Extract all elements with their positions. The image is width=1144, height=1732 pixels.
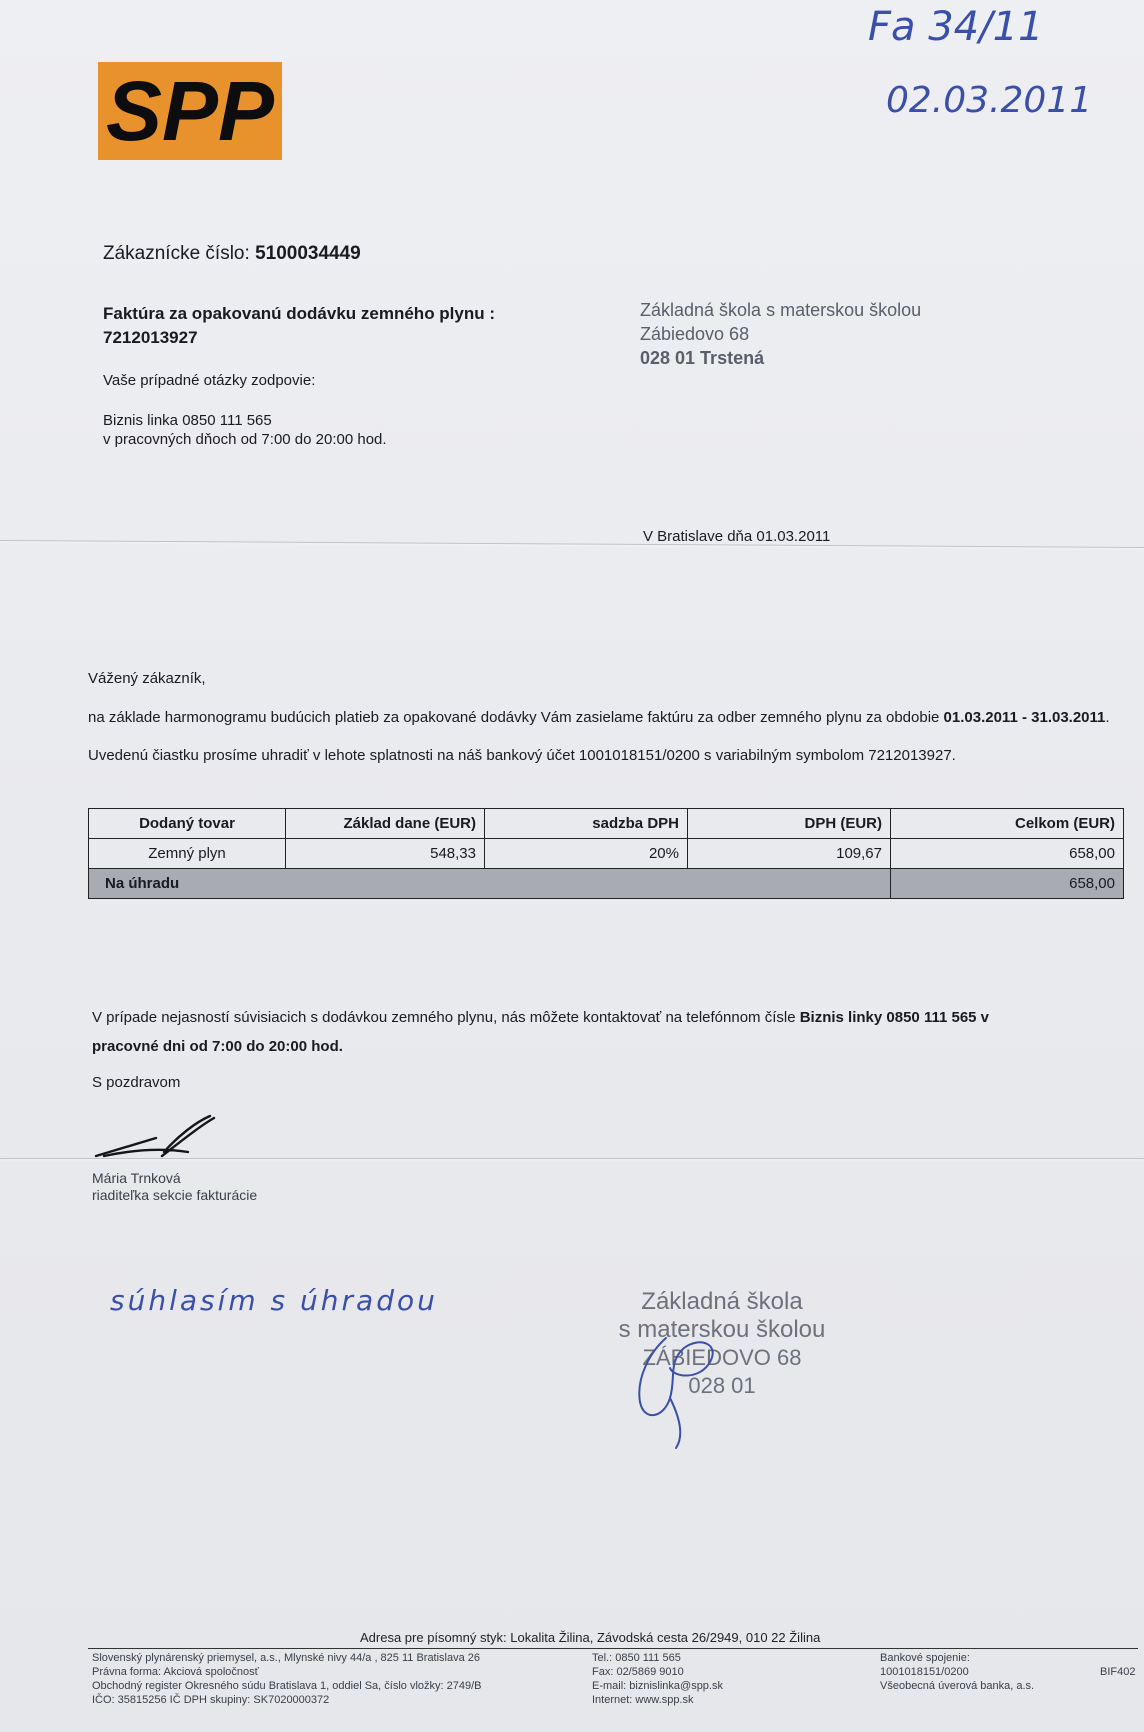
footer-bank-account: 1001018151/0200 bbox=[880, 1666, 969, 1678]
handwritten-invoice-ref: Fa 34/11 bbox=[868, 4, 1044, 50]
contact-block bbox=[103, 411, 387, 449]
period-start: 01.03.2011 - bbox=[943, 709, 1027, 726]
table-cell: Zemný plyn bbox=[89, 839, 286, 869]
period-end: 31.03.2011 bbox=[1031, 709, 1106, 726]
header-cell: sadzba DPH bbox=[485, 809, 688, 839]
footer-company bbox=[92, 1651, 482, 1707]
header-cell: Dodaný tovar bbox=[89, 809, 286, 839]
table-header-row bbox=[89, 809, 1124, 839]
footer-company-line: IČO: 35815256 IČ DPH skupiny: SK7020000372 bbox=[92, 1694, 330, 1706]
footer-company-line: Právna forma: Akciová spoločnosť bbox=[92, 1666, 259, 1678]
footer-company-line: Slovenský plynárenský priemysel, a.s., Mlynské nivy 44/a , 825 11 Bratislava 26 bbox=[92, 1652, 481, 1664]
paper-fold-top bbox=[0, 540, 1144, 548]
footer-fax: Fax: 02/5869 9010 bbox=[592, 1666, 684, 1678]
footer-address: Adresa pre písomný styk: Lokalita Žilina, Závodská cesta 26/2949, 010 22 Žilina bbox=[360, 1630, 821, 1645]
place-date: V Bratislave dňa 01.03.2011 bbox=[643, 528, 831, 545]
footer-email: E-mail: biznislinka@spp.sk bbox=[592, 1680, 723, 1692]
header-cell: Celkom (EUR) bbox=[891, 809, 1124, 839]
recipient-city: 028 01 Trstená bbox=[640, 348, 765, 368]
stamp-line-1: Základná škola bbox=[641, 1288, 803, 1315]
stamp-signature bbox=[620, 1318, 730, 1452]
contact-phone-line: Biznis linka 0850 111 565 bbox=[103, 412, 272, 429]
recipient-street: Zábiedovo 68 bbox=[640, 324, 750, 344]
regards: S pozdravom bbox=[92, 1074, 181, 1091]
stamp-line-4: 028 01 bbox=[688, 1373, 756, 1398]
invoice-title-block bbox=[103, 302, 495, 350]
spp-logo-text: SPP bbox=[105, 64, 275, 158]
closing-text: V prípade nejasností súvisiacich s dodávkou zemného plynu, nás môžete kontaktovať na telefónnom čísle bbox=[92, 1009, 796, 1026]
recipient-name: Základná škola s materskou školou bbox=[640, 300, 922, 320]
letter-p1-end: . bbox=[1105, 709, 1110, 726]
table-cell: 20% bbox=[485, 839, 688, 869]
footer-bank-name: Všeobecná úverová banka, a.s. bbox=[880, 1680, 1035, 1692]
letter-paragraph-1 bbox=[88, 709, 1128, 727]
contact-hours-line: v pracovných dňoch od 7:00 do 20:00 hod. bbox=[103, 431, 387, 448]
header-cell: DPH (EUR) bbox=[688, 809, 891, 839]
handwritten-approval: súhlasím s úhradou bbox=[110, 1284, 438, 1317]
closing-paragraph bbox=[92, 1003, 1132, 1061]
invoice-number: 7212013927 bbox=[103, 328, 198, 347]
footer-phone: Tel.: 0850 111 565 bbox=[592, 1652, 681, 1664]
closing-days: pracovné dni bbox=[92, 1038, 186, 1055]
footer-company-line: Obchodný register Okresného súdu Bratislava 1, oddiel Sa, číslo vložky: 2749/B bbox=[92, 1680, 482, 1692]
footer-bank bbox=[880, 1651, 1034, 1693]
customer-number: 5100034449 bbox=[255, 243, 361, 264]
table-cell: 109,67 bbox=[688, 839, 891, 869]
total-label: Na úhradu bbox=[89, 869, 891, 899]
signer-block bbox=[92, 1170, 257, 1204]
footer-web: Internet: www.spp.sk bbox=[592, 1694, 694, 1706]
invoice-table bbox=[88, 808, 1124, 899]
signer-name: Mária Trnková bbox=[92, 1170, 181, 1186]
letter-paragraph-2: Uvedenú čiastku prosíme uhradiť v lehote splatnosti na náš bankový účet 1001018151/0200 s variabilným symbolom 7212013927. bbox=[88, 747, 956, 764]
signer-title: riaditeľka sekcie fakturácie bbox=[92, 1187, 258, 1203]
invoice-title: Faktúra za opakovanú dodávku zemného plynu : bbox=[103, 304, 496, 323]
closing-hours: od 7:00 do 20:00 hod. bbox=[189, 1038, 343, 1055]
customer-number-label: Zákaznícke číslo: bbox=[103, 243, 250, 264]
header-cell: Základ dane (EUR) bbox=[286, 809, 485, 839]
spp-logo bbox=[98, 62, 282, 160]
footer-code: BIF402 bbox=[1100, 1666, 1136, 1678]
footer-divider bbox=[88, 1648, 1138, 1649]
letter-p1-text: na základe harmonogramu budúcich platieb za opakované dodávky Vám zasielame faktúru za odber zemného plynu za obdobie bbox=[88, 709, 940, 726]
table-cell: 658,00 bbox=[891, 839, 1124, 869]
total-value: 658,00 bbox=[891, 869, 1124, 899]
stamp-line-3: ZÁBIEDOVO 68 bbox=[642, 1345, 802, 1370]
table-row bbox=[89, 839, 1124, 869]
customer-number-line bbox=[103, 243, 361, 265]
handwritten-date: 02.03.2011 bbox=[886, 80, 1093, 121]
footer-contact bbox=[592, 1651, 723, 1707]
table-total-row bbox=[89, 869, 1124, 899]
footer-bank-label: Bankové spojenie: bbox=[880, 1652, 970, 1664]
stamp-line-2: s materskou školou bbox=[618, 1316, 826, 1343]
table-cell: 548,33 bbox=[286, 839, 485, 869]
signature bbox=[92, 1112, 222, 1164]
contact-question: Vaše prípadné otázky zodpovie: bbox=[103, 372, 316, 389]
recipient-address bbox=[640, 298, 921, 370]
greeting: Vážený zákazník, bbox=[88, 670, 206, 687]
closing-phone: Biznis linky 0850 111 565 v bbox=[799, 1009, 990, 1026]
